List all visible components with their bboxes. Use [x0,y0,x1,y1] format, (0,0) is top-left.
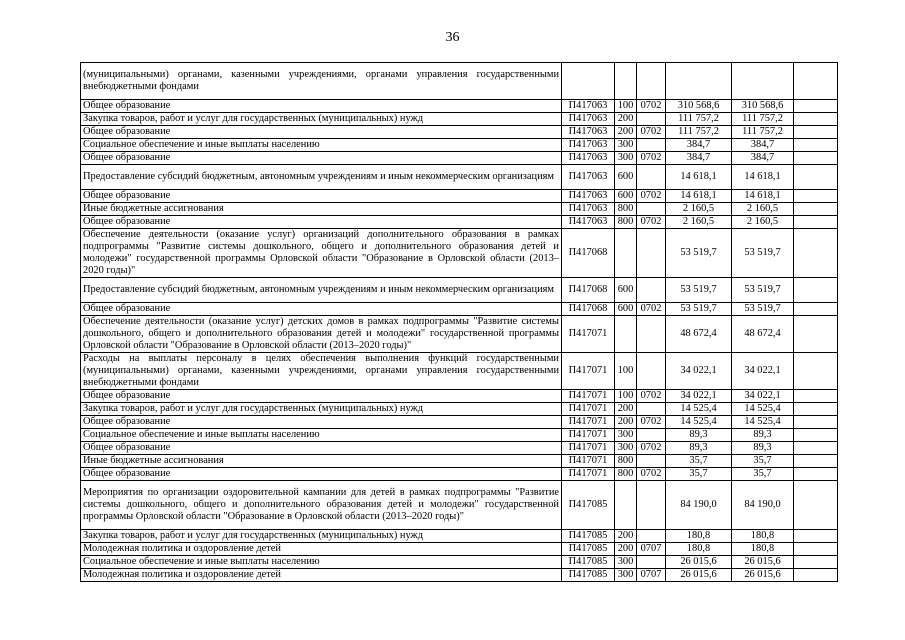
row-sum-1: 34 022,1 [666,390,732,403]
table-row [81,543,838,556]
row-name: Общее образование [81,303,562,316]
row-code: П417071 [562,429,615,442]
table-row [81,403,838,416]
row-expense-type: 800 [615,203,637,216]
row-section [637,530,666,543]
row-section: 0702 [637,303,666,316]
row-extra [794,165,838,190]
table-row [81,63,838,100]
row-section: 0702 [637,152,666,165]
row-expense-type: 200 [615,416,637,429]
row-sum-2: 14 525,4 [732,416,794,429]
table-row [81,126,838,139]
table-row [81,390,838,403]
row-sum-2: 180,8 [732,530,794,543]
row-name: Расходы на выплаты персоналу в целях обеспечения выполнения функций государственными (муниципальными) органами, казенными учреждениями, органами управления государственными внебюджетными фондами [81,353,562,390]
row-sum-1: 48 672,4 [666,316,732,353]
row-code: П417063 [562,113,615,126]
row-section: 0702 [637,190,666,203]
row-extra [794,278,838,303]
row-name: Закупка товаров, работ и услуг для государственных (муниципальных) нужд [81,113,562,126]
row-sum-1: 89,3 [666,442,732,455]
row-name: Предоставление субсидий бюджетным, автономным учреждениям и иным некоммерческим организациям [81,165,562,190]
row-code: П417085 [562,481,615,530]
table-row [81,100,838,113]
row-sum-1: 26 015,6 [666,556,732,569]
table-row [81,152,838,165]
row-section [637,229,666,278]
row-sum-2: 35,7 [732,455,794,468]
row-expense-type: 300 [615,569,637,582]
row-code: П417063 [562,152,615,165]
row-name: Социальное обеспечение и иные выплаты населению [81,139,562,152]
row-extra [794,63,838,100]
row-section: 0702 [637,100,666,113]
row-code: П417085 [562,530,615,543]
row-code: П417071 [562,416,615,429]
row-sum-2: 14 618,1 [732,165,794,190]
budget-table [80,62,838,582]
table-row [81,530,838,543]
row-sum-2: 384,7 [732,139,794,152]
row-expense-type: 600 [615,165,637,190]
row-code: П417085 [562,543,615,556]
row-name: Общее образование [81,100,562,113]
row-code: П417085 [562,556,615,569]
row-name: Общее образование [81,468,562,481]
row-section [637,278,666,303]
row-sum-2: 2 160,5 [732,216,794,229]
row-section [637,316,666,353]
row-code: П417071 [562,403,615,416]
table-row [81,468,838,481]
row-name: Социальное обеспечение и иные выплаты населению [81,556,562,569]
row-expense-type [615,63,637,100]
table-row [81,190,838,203]
row-expense-type: 800 [615,455,637,468]
row-name: Обеспечение деятельности (оказание услуг) детских домов в рамках подпрограммы "Развитие системы дошкольного, общего и дополнительного образования детей и молодежи" государственной программы Орловской области "Образование в Орловской области (2013–2020 годы)" [81,316,562,353]
row-code: П417071 [562,455,615,468]
row-expense-type: 300 [615,556,637,569]
row-expense-type: 300 [615,442,637,455]
row-extra [794,353,838,390]
row-sum-2: 26 015,6 [732,556,794,569]
row-code: П417068 [562,303,615,316]
row-sum-1: 89,3 [666,429,732,442]
row-sum-2: 53 519,7 [732,229,794,278]
row-expense-type: 200 [615,126,637,139]
row-extra [794,543,838,556]
row-sum-1: 2 160,5 [666,216,732,229]
table-row [81,303,838,316]
row-sum-1: 14 618,1 [666,190,732,203]
table-row [81,165,838,190]
row-sum-1: 53 519,7 [666,303,732,316]
row-expense-type [615,481,637,530]
row-sum-2: 89,3 [732,442,794,455]
row-extra [794,468,838,481]
row-expense-type: 200 [615,530,637,543]
row-sum-2: 34 022,1 [732,353,794,390]
row-code: П417063 [562,139,615,152]
row-extra [794,139,838,152]
page-number: 36 [445,30,460,45]
row-sum-2: 310 568,6 [732,100,794,113]
row-extra [794,216,838,229]
row-extra [794,190,838,203]
row-section [637,203,666,216]
row-extra [794,203,838,216]
row-name: Закупка товаров, работ и услуг для государственных (муниципальных) нужд [81,530,562,543]
row-section [637,353,666,390]
row-extra [794,316,838,353]
row-sum-2 [732,63,794,100]
row-sum-2: 89,3 [732,429,794,442]
row-sum-2: 180,8 [732,543,794,556]
table-row [81,556,838,569]
row-section: 0702 [637,442,666,455]
row-sum-2: 35,7 [732,468,794,481]
table-row [81,278,838,303]
row-expense-type: 100 [615,353,637,390]
row-sum-1: 84 190,0 [666,481,732,530]
table-row [81,416,838,429]
row-extra [794,403,838,416]
row-code: П417068 [562,278,615,303]
row-sum-1: 14 618,1 [666,165,732,190]
row-sum-1: 111 757,2 [666,113,732,126]
row-name: Общее образование [81,152,562,165]
table-row [81,203,838,216]
row-extra [794,429,838,442]
table-row [81,216,838,229]
row-sum-1: 111 757,2 [666,126,732,139]
row-code: П417068 [562,229,615,278]
row-extra [794,113,838,126]
row-code: П417085 [562,569,615,582]
row-section [637,403,666,416]
row-extra [794,100,838,113]
row-code: П417063 [562,203,615,216]
row-section [637,63,666,100]
row-name: Молодежная политика и оздоровление детей [81,543,562,556]
row-sum-2: 48 672,4 [732,316,794,353]
row-section: 0702 [637,416,666,429]
row-section: 0702 [637,468,666,481]
row-sum-1: 14 525,4 [666,403,732,416]
row-expense-type: 300 [615,139,637,152]
row-sum-1: 14 525,4 [666,416,732,429]
row-section [637,113,666,126]
row-sum-2: 14 618,1 [732,190,794,203]
row-sum-1: 2 160,5 [666,203,732,216]
row-name: Общее образование [81,442,562,455]
row-expense-type: 100 [615,390,637,403]
row-extra [794,530,838,543]
row-name: Общее образование [81,190,562,203]
row-code: П417071 [562,390,615,403]
row-section [637,556,666,569]
table-row [81,569,838,582]
table-row [81,316,838,353]
row-expense-type: 600 [615,303,637,316]
row-sum-1: 180,8 [666,530,732,543]
table-row [81,455,838,468]
row-sum-2: 53 519,7 [732,303,794,316]
row-name: (муниципальными) органами, казенными учреждениями, органами управления государственными внебюджетными фондами [81,63,562,100]
row-expense-type: 800 [615,468,637,481]
row-sum-2: 2 160,5 [732,203,794,216]
row-name: Предоставление субсидий бюджетным, автономным учреждениям и иным некоммерческим организациям [81,278,562,303]
row-expense-type [615,316,637,353]
row-name: Иные бюджетные ассигнования [81,455,562,468]
row-code: П417071 [562,468,615,481]
row-sum-1: 384,7 [666,139,732,152]
row-expense-type [615,229,637,278]
row-sum-2: 384,7 [732,152,794,165]
row-extra [794,229,838,278]
row-extra [794,152,838,165]
table-row [81,229,838,278]
row-extra [794,126,838,139]
row-sum-1: 35,7 [666,468,732,481]
row-sum-2: 111 757,2 [732,126,794,139]
row-section [637,165,666,190]
row-extra [794,481,838,530]
row-code: П417063 [562,126,615,139]
row-name: Социальное обеспечение и иные выплаты населению [81,429,562,442]
row-name: Общее образование [81,216,562,229]
row-sum-1: 26 015,6 [666,569,732,582]
row-expense-type: 800 [615,216,637,229]
row-name: Иные бюджетные ассигнования [81,203,562,216]
row-expense-type: 200 [615,403,637,416]
row-sum-1: 53 519,7 [666,278,732,303]
row-code [562,63,615,100]
row-sum-1: 384,7 [666,152,732,165]
row-sum-2: 84 190,0 [732,481,794,530]
row-expense-type: 300 [615,429,637,442]
row-expense-type: 100 [615,100,637,113]
table-row [81,139,838,152]
row-sum-2: 111 757,2 [732,113,794,126]
row-name: Общее образование [81,416,562,429]
row-section: 0707 [637,543,666,556]
row-sum-2: 14 525,4 [732,403,794,416]
row-code: П417063 [562,100,615,113]
row-sum-1: 310 568,6 [666,100,732,113]
row-extra [794,416,838,429]
row-section [637,429,666,442]
row-code: П417063 [562,190,615,203]
row-expense-type: 200 [615,543,637,556]
row-code: П417063 [562,216,615,229]
row-extra [794,390,838,403]
row-code: П417071 [562,316,615,353]
row-expense-type: 600 [615,278,637,303]
row-expense-type: 300 [615,152,637,165]
row-code: П417063 [562,165,615,190]
row-expense-type: 600 [615,190,637,203]
table-row [81,113,838,126]
row-sum-1: 53 519,7 [666,229,732,278]
row-extra [794,556,838,569]
row-extra [794,455,838,468]
row-code: П417071 [562,442,615,455]
row-extra [794,303,838,316]
table-row [81,481,838,530]
row-sum-2: 26 015,6 [732,569,794,582]
row-sum-1 [666,63,732,100]
row-section [637,481,666,530]
table-row [81,442,838,455]
row-name: Закупка товаров, работ и услуг для государственных (муниципальных) нужд [81,403,562,416]
row-name: Общее образование [81,126,562,139]
row-name: Молодежная политика и оздоровление детей [81,569,562,582]
row-code: П417071 [562,353,615,390]
row-name: Общее образование [81,390,562,403]
row-section: 0702 [637,126,666,139]
row-extra [794,569,838,582]
row-sum-1: 180,8 [666,543,732,556]
row-name: Обеспечение деятельности (оказание услуг) организаций дополнительного образования в рамках подпрограммы "Развитие системы дошкольного, общего и дополнительного образования детей и молодежи" государственной программы Орловской области "Образование в Орловской области (2013–2020 годы)" [81,229,562,278]
row-expense-type: 200 [615,113,637,126]
budget-table-body [81,63,838,582]
row-sum-2: 34 022,1 [732,390,794,403]
row-sum-1: 34 022,1 [666,353,732,390]
row-sum-1: 35,7 [666,455,732,468]
row-section: 0702 [637,390,666,403]
row-section: 0702 [637,216,666,229]
table-row [81,429,838,442]
table-row [81,353,838,390]
row-section [637,139,666,152]
row-extra [794,442,838,455]
row-name: Мероприятия по организации оздоровительной кампании для детей в рамках подпрограммы "Развитие системы дошкольного, общего и дополнительного образования детей и молодежи" государственной программы Орловской области "Образование в Орловской области (2013–2020 годы)" [81,481,562,530]
row-sum-2: 53 519,7 [732,278,794,303]
row-section: 0707 [637,569,666,582]
row-section [637,455,666,468]
